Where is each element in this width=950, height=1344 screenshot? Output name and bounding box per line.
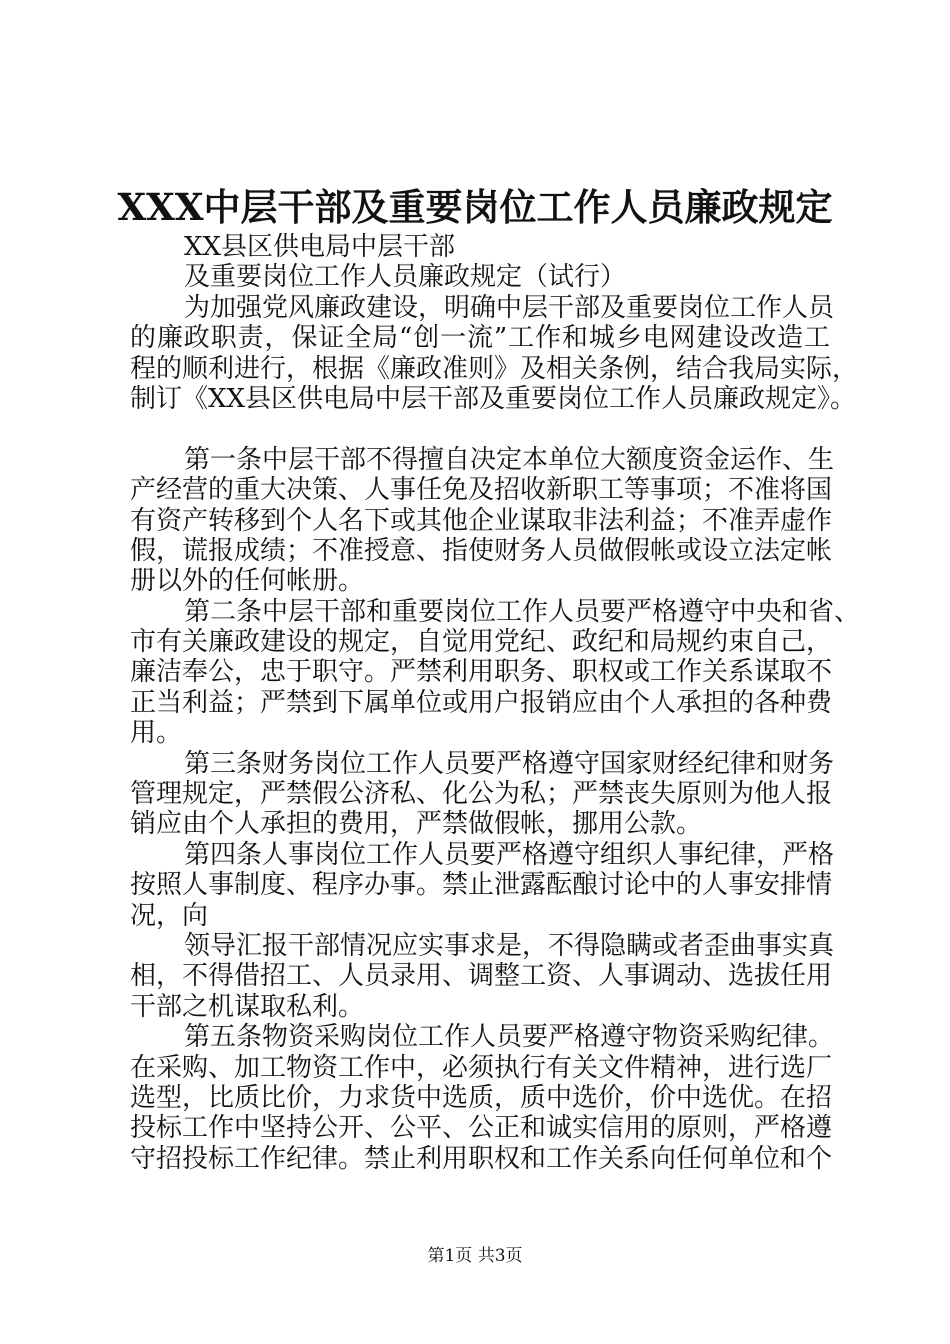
document-title: XXX中层干部及重要岗位工作人员廉政规定 — [117, 185, 833, 229]
text-line: 及重要岗位工作人员廉政规定（试行） — [184, 262, 627, 293]
text-line: 廉洁奉公，忠于职守。严禁利用职务、职权或工作关系谋取不 — [130, 657, 833, 688]
text-line: 选型，比质比价，力求货中选质，质中选价，价中选优。在招 — [130, 1082, 833, 1113]
text-line: 干部之机谋取私利。 — [130, 991, 365, 1022]
page-footer: 第1页 共3页 — [427, 1246, 523, 1266]
text-line: 第四条人事岗位工作人员要严格遵守组织人事纪律，严格 — [184, 839, 835, 870]
text-line: 册以外的任何帐册。 — [130, 566, 365, 597]
text-line: 制订《XX县区供电局中层干部及重要岗位工作人员廉政规定》。 — [130, 383, 857, 414]
text-line: 管理规定，严禁假公济私、化公为私；严禁丧失原则为他人报 — [130, 779, 833, 810]
text-line: 第三条财务岗位工作人员要严格遵守国家财经纪律和财务 — [184, 748, 835, 779]
text-line: 正当利益；严禁到下属单位或用户报销应由个人承担的各种费 — [130, 687, 833, 718]
text-line: 为加强党风廉政建设，明确中层干部及重要岗位工作人员 — [184, 292, 835, 323]
text-line: 第五条物资采购岗位工作人员要严格遵守物资采购纪律。 — [184, 1022, 835, 1053]
text-line: 按照人事制度、程序办事。禁止泄露酝酿讨论中的人事安排情 — [130, 870, 833, 901]
text-line: 程的顺利进行，根据《廉政准则》及相关条例，结合我局实际， — [130, 353, 859, 384]
text-line: 的廉政职责，保证全局“创一流”工作和城乡电网建设改造工 — [130, 323, 830, 354]
text-line: 投标工作中坚持公开、公平、公正和诚实信用的原则，严格遵 — [130, 1113, 833, 1144]
text-line: 市有关廉政建设的规定，自觉用党纪、政纪和局规约束自己， — [130, 627, 833, 658]
text-line: 产经营的重大决策、人事任免及招收新职工等事项；不准将国 — [130, 475, 833, 506]
text-line: 守招投标工作纪律。禁止利用职权和工作关系向任何单位和个 — [130, 1143, 833, 1174]
text-line: 假，谎报成绩；不准授意、指使财务人员做假帐或设立法定帐 — [130, 535, 833, 566]
text-line: 相，不得借招工、人员录用、调整工资、人事调动、选拔任用 — [130, 961, 833, 992]
text-line: 领导汇报干部情况应实事求是，不得隐瞒或者歪曲事实真 — [184, 930, 835, 961]
text-line: 第二条中层干部和重要岗位工作人员要严格遵守中央和省、 — [184, 596, 861, 627]
text-line: 销应由个人承担的费用，严禁做假帐，挪用公款。 — [130, 809, 703, 840]
blank-line — [130, 414, 830, 444]
text-line: 况，向 — [130, 900, 209, 931]
text-line: 第一条中层干部不得擅自决定本单位大额度资金运作、生 — [184, 444, 835, 475]
text-line: 用。 — [130, 718, 183, 749]
text-line: 在采购、加工物资工作中，必须执行有关文件精神，进行选厂 — [130, 1052, 833, 1083]
text-line: XX县区供电局中层干部 — [184, 232, 456, 262]
text-line: 有资产转移到个人名下或其他企业谋取非法利益；不准弄虚作 — [130, 505, 833, 536]
document-body — [130, 232, 861, 1174]
